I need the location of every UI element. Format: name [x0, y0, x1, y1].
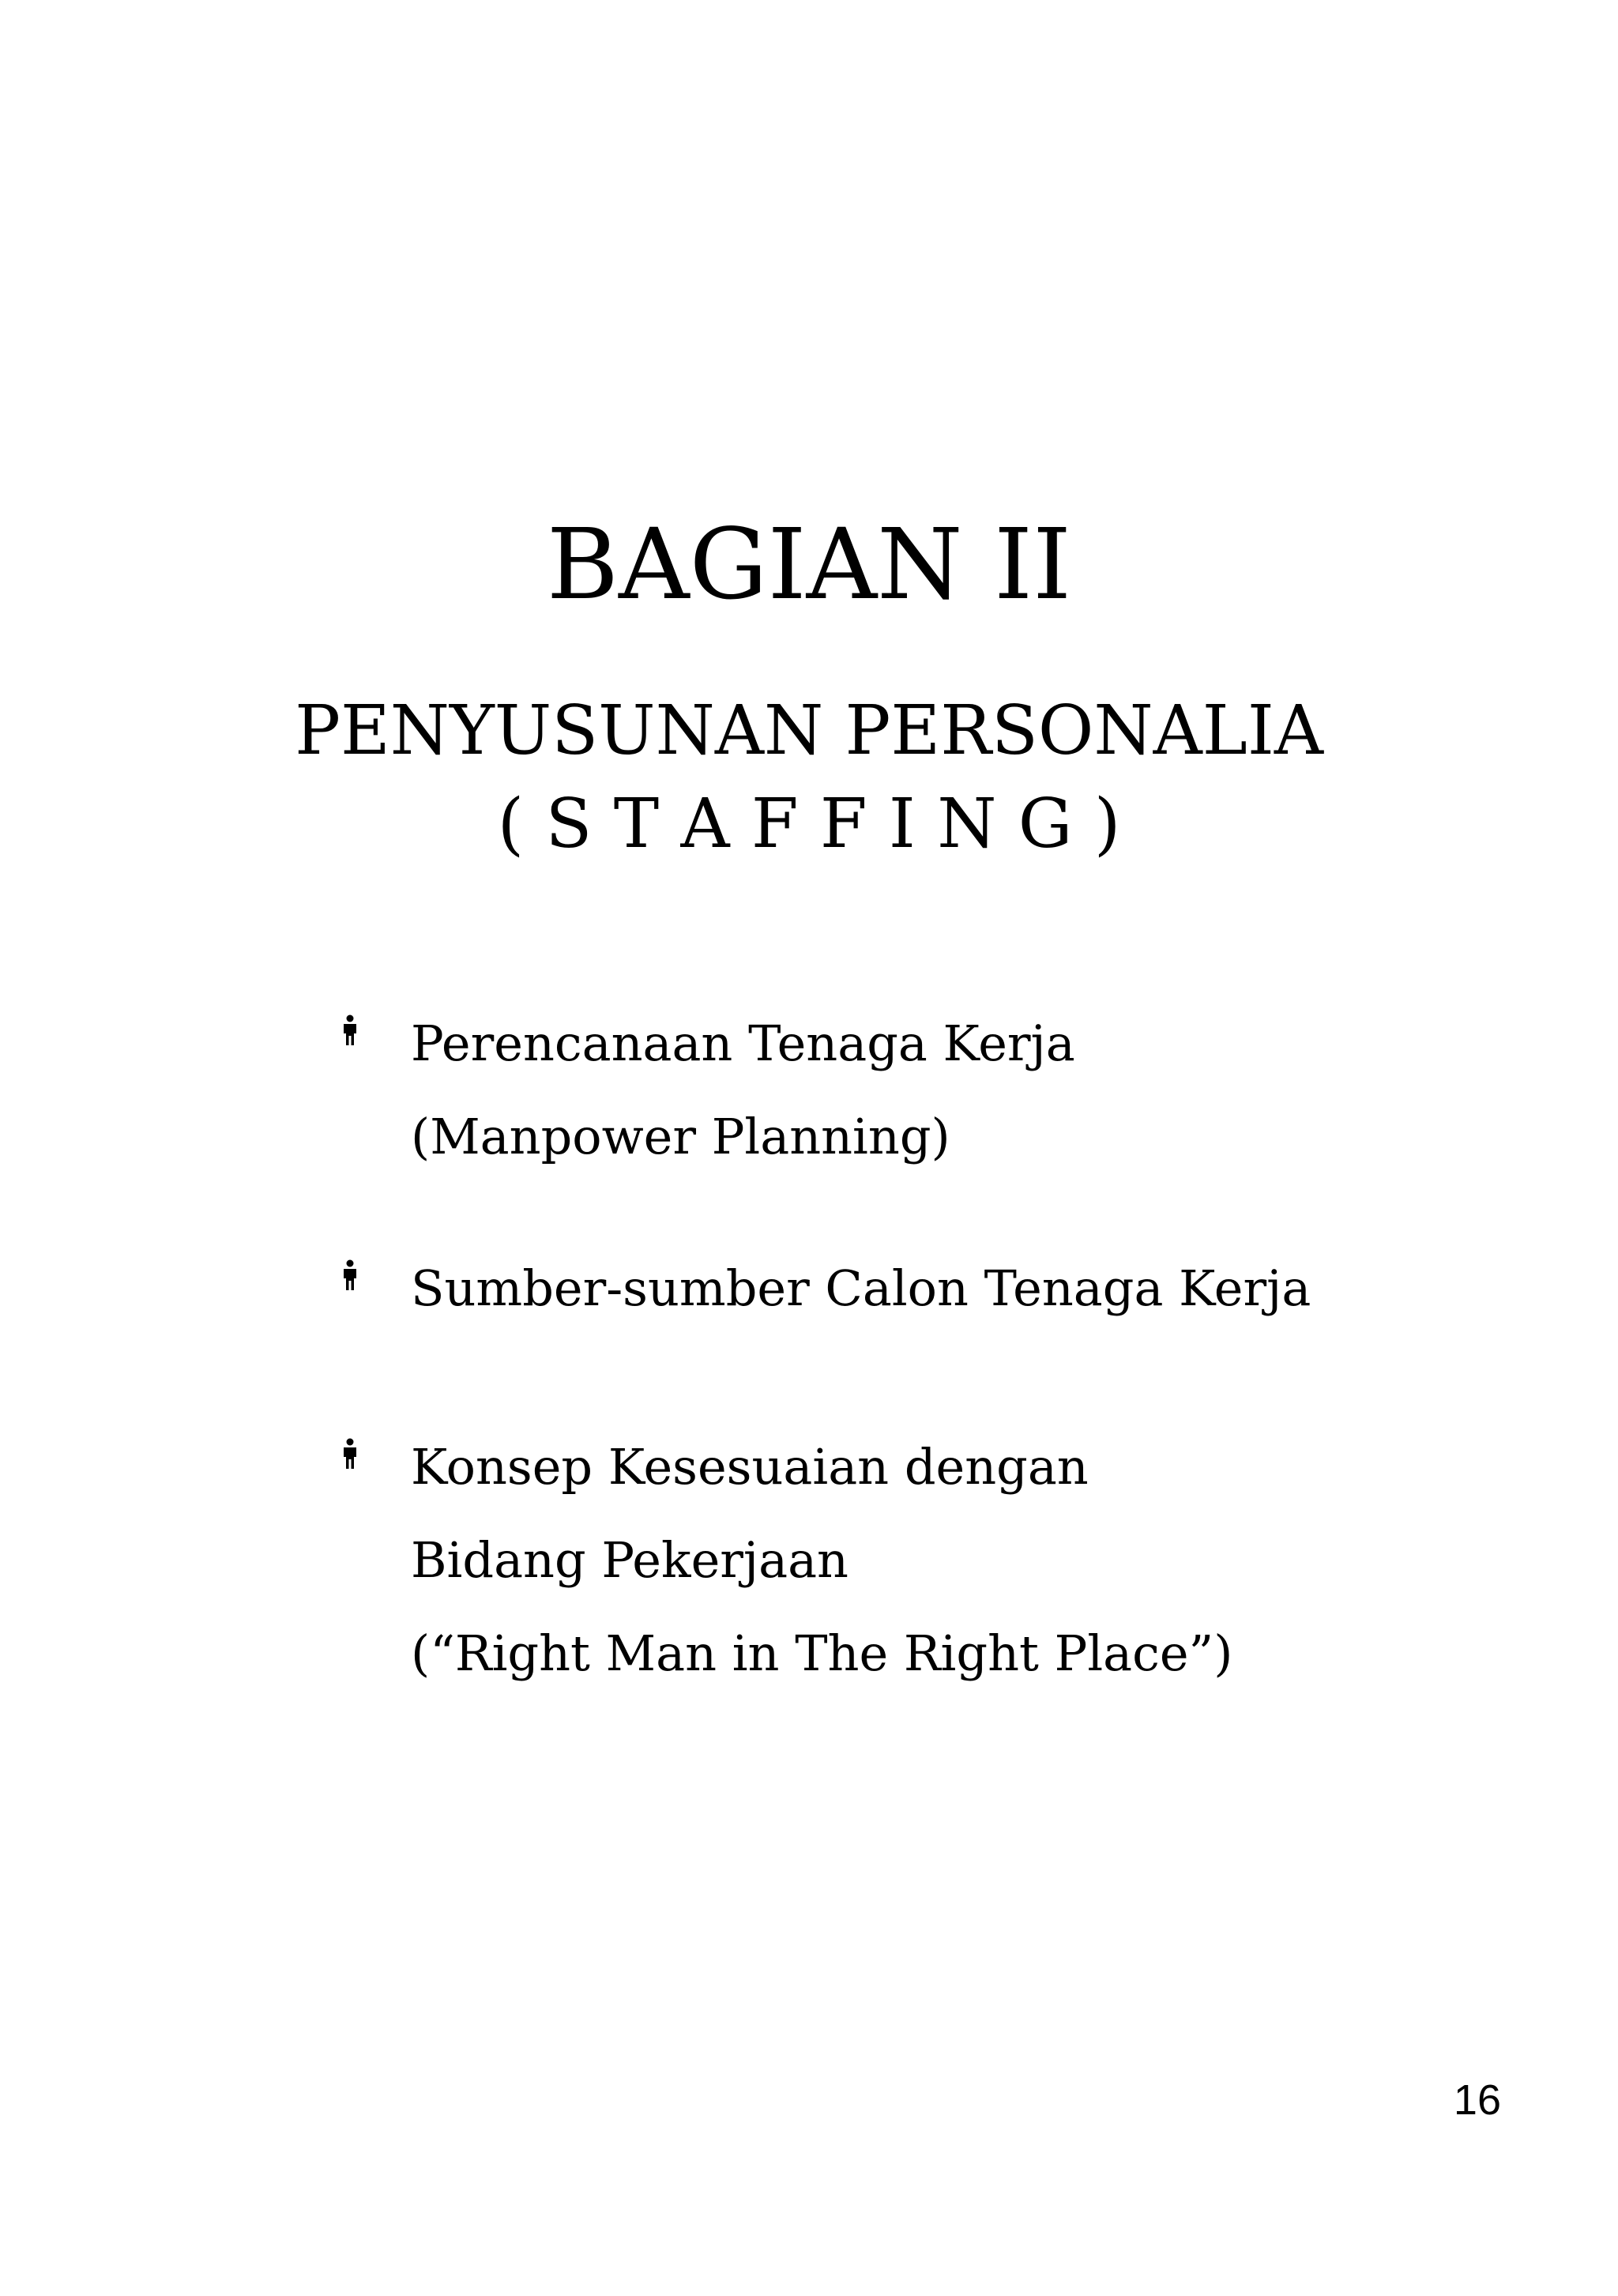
list-item-text-english: (Manpower Planning): [411, 1108, 950, 1165]
list-item-text-continued: Bidang Pekerjaan: [411, 1531, 849, 1589]
part-title: BAGIAN II: [546, 508, 1072, 622]
list-item-text: Sumber-sumber Calon Tenaga Kerja: [411, 1259, 1311, 1317]
person-icon: [340, 1014, 360, 1046]
list-item-text-english: (“Right Man in The Right Place”): [411, 1624, 1233, 1682]
person-icon: [340, 1259, 360, 1291]
list-item-text: Perencanaan Tenaga Kerja: [411, 1014, 1075, 1072]
page-number: 16: [1453, 2076, 1501, 2124]
section-subtitle: PENYUSUNAN PERSONALIA: [295, 691, 1323, 770]
person-icon: [340, 1438, 360, 1470]
section-subtitle-english: ( S T A F F I N G ): [497, 785, 1121, 864]
list-item-text: Konsep Kesesuaian dengan: [411, 1438, 1089, 1496]
